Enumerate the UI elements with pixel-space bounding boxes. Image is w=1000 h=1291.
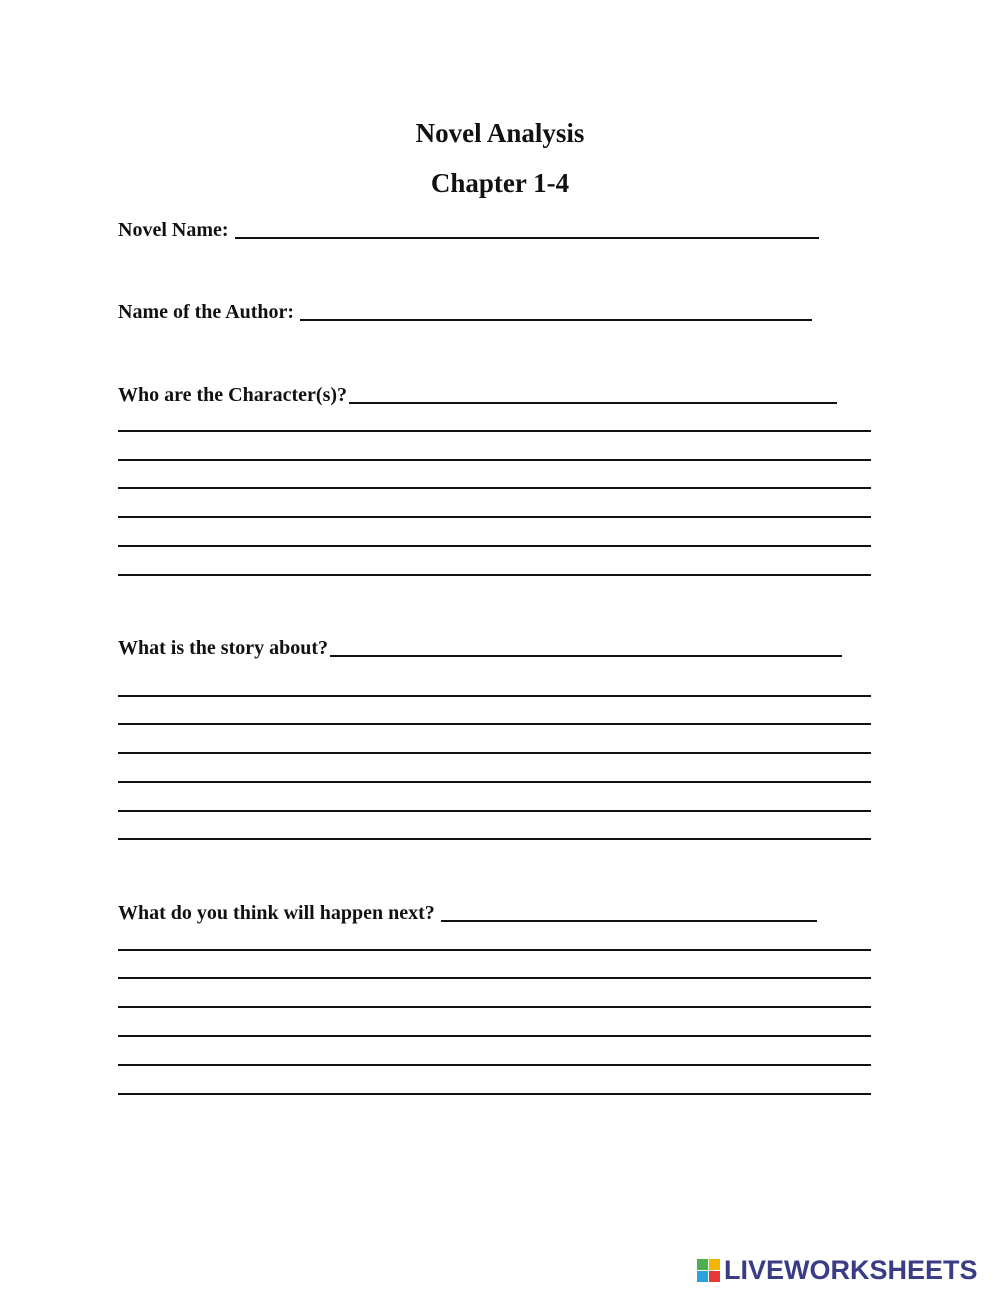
worksheet-title: Novel Analysis [415, 118, 585, 148]
logo-text: LIVEWORKSHEETS [724, 1254, 978, 1285]
novel-name-answer-line[interactable] [235, 237, 819, 239]
characters-answer-line-4[interactable] [118, 487, 871, 489]
logo-square-red [709, 1271, 720, 1282]
characters-answer-line[interactable] [349, 402, 837, 404]
novel-name-field [118, 218, 819, 242]
story-answer-line-4[interactable] [118, 752, 871, 754]
characters-answer-line-3[interactable] [118, 459, 871, 461]
characters-answer-line-6[interactable] [118, 545, 871, 547]
novel-name-label: Novel Name: [118, 219, 229, 241]
author-answer-line[interactable] [300, 319, 812, 321]
characters-answer-line-7[interactable] [118, 574, 871, 576]
worksheet-subtitle: Chapter 1-4 [430, 168, 570, 198]
story-answer-line-3[interactable] [118, 723, 871, 725]
prediction-answer-line-6[interactable] [118, 1064, 871, 1066]
characters-answer-line-2[interactable] [118, 430, 871, 432]
prediction-answer-line-2[interactable] [118, 949, 871, 951]
story-answer-line[interactable] [330, 655, 842, 657]
logo-square-yellow [709, 1259, 720, 1270]
story-answer-line-5[interactable] [118, 781, 871, 783]
liveworksheets-logo-icon [697, 1259, 720, 1282]
story-label: What is the story about? [118, 637, 329, 659]
prediction-answer-line[interactable] [441, 920, 817, 922]
liveworksheets-logo [697, 1253, 978, 1287]
prediction-answer-line-7[interactable] [118, 1093, 871, 1095]
characters-answer-line-5[interactable] [118, 516, 871, 518]
story-answer-line-6[interactable] [118, 810, 871, 812]
author-field [118, 300, 812, 324]
story-answer-line-2[interactable] [118, 695, 871, 697]
prediction-answer-line-3[interactable] [118, 977, 871, 979]
prediction-answer-line-5[interactable] [118, 1035, 871, 1037]
logo-square-green [697, 1259, 708, 1270]
characters-field [118, 383, 837, 407]
story-field [118, 636, 842, 660]
prediction-label: What do you think will happen next? [118, 902, 435, 924]
prediction-field [118, 901, 817, 925]
characters-label: Who are the Character(s)? [118, 384, 348, 406]
prediction-answer-line-4[interactable] [118, 1006, 871, 1008]
author-label: Name of the Author: [118, 301, 295, 323]
story-answer-line-7[interactable] [118, 838, 871, 840]
logo-square-blue [697, 1271, 708, 1282]
